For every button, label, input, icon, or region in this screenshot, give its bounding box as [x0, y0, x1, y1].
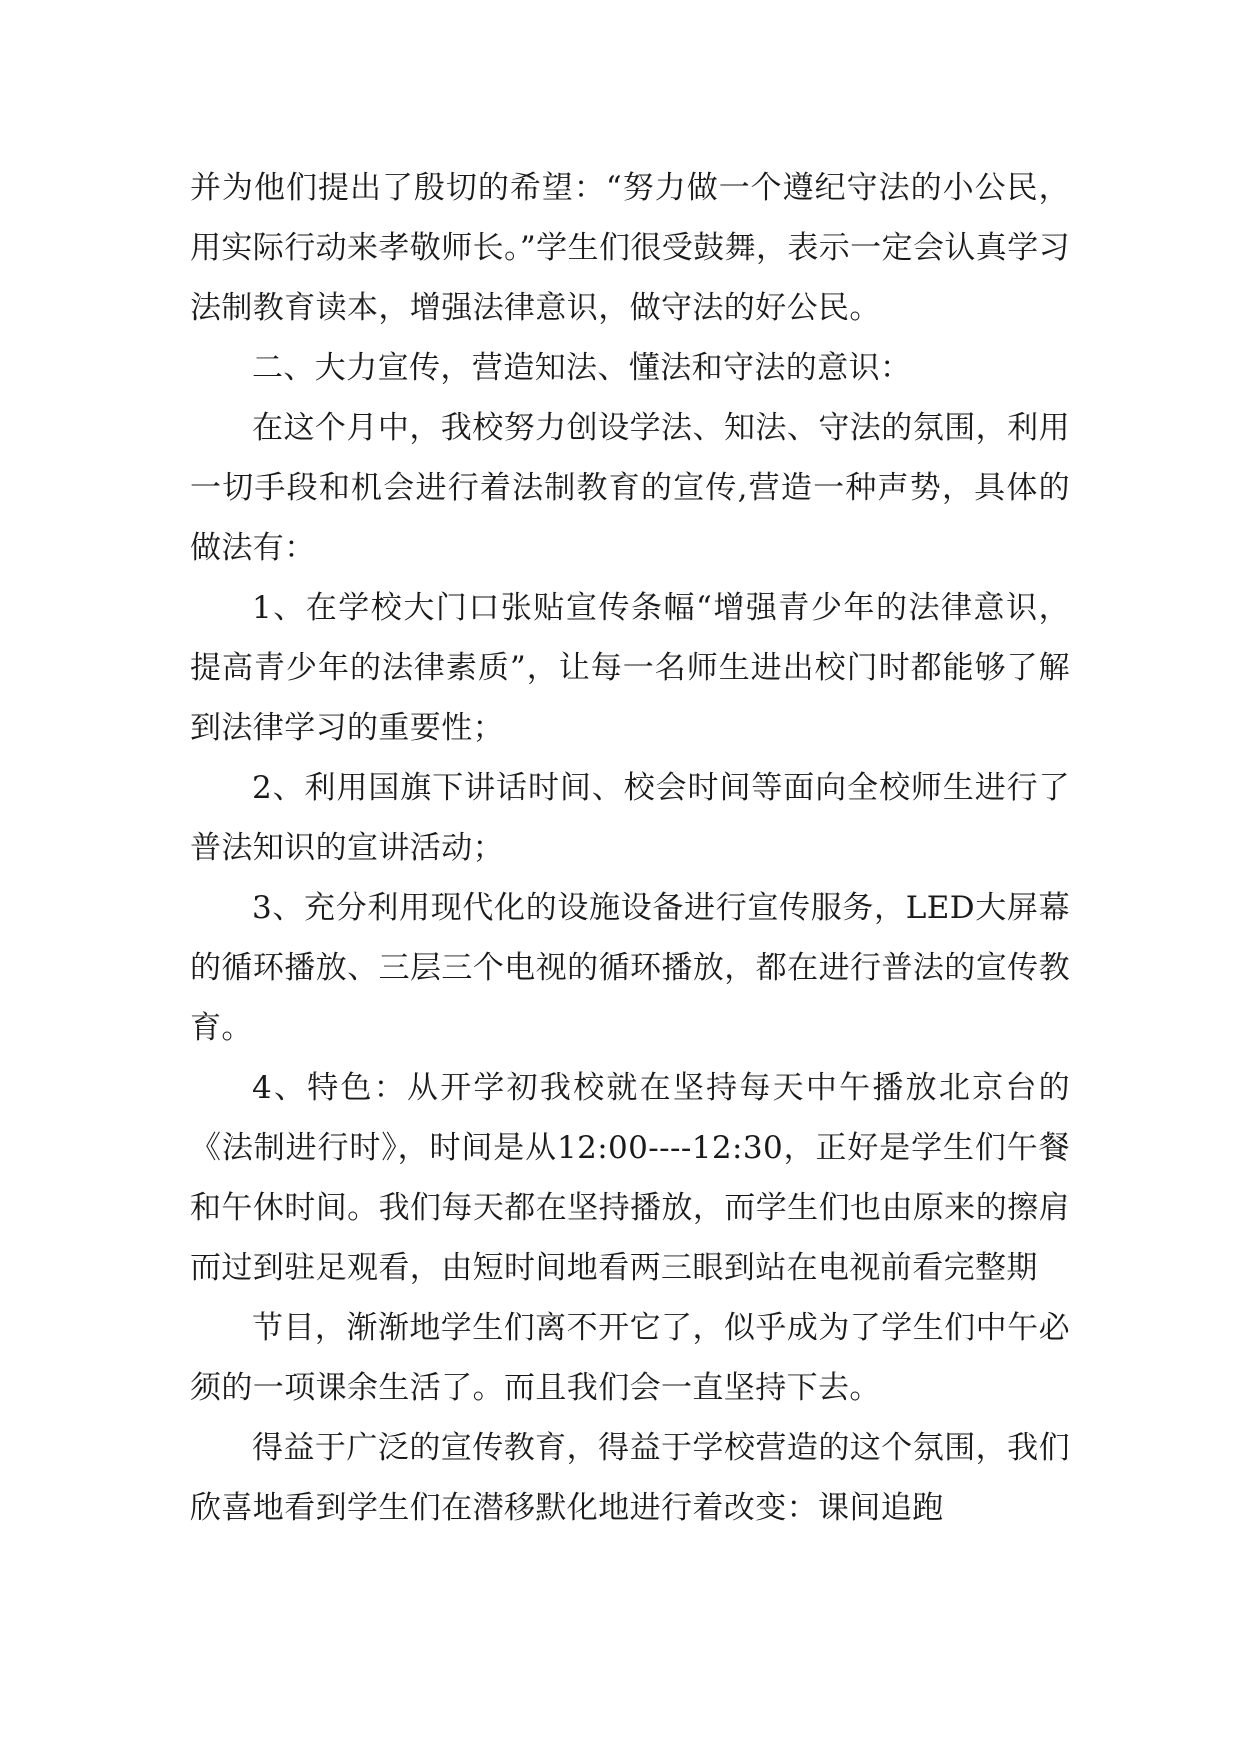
paragraph-8: 节目，渐渐地学生们离不开它了，似乎成为了学生们中午必须的一项课余生活了。而且我们会一直坚持下去。: [190, 1310, 1070, 1406]
paragraph-7-list-item-4: 4、特色：从开学初我校就在坚持每天中午播放北京台的《法制进行时》，时间是从12:00----12:30，正好是学生们午餐和午休时间。我们每天都在坚持播放，而学生们也由原来的擦肩而过到驻足观看，由短时间地看两三眼到站在电视前看完整期: [190, 1070, 1070, 1286]
document-body: [190, 158, 1070, 1538]
paragraph-4-list-item-1: 1、在学校大门口张贴宣传条幅“增强青少年的法律意识，提高青少年的法律素质”，让每一名师生进出校门时都能够了解到法律学习的重要性；: [190, 590, 1070, 746]
paragraph-6-list-item-3: 3、充分利用现代化的设施设备进行宣传服务，LED大屏幕的循环播放、三层三个电视的循环播放，都在进行普法的宣传教育。: [190, 890, 1070, 1046]
paragraph-3: 在这个月中，我校努力创设学法、知法、守法的氛围，利用一切手段和机会进行着法制教育的宣传,营造一种声势，具体的做法有：: [190, 410, 1070, 566]
paragraph-1: 并为他们提出了殷切的希望：“努力做一个遵纪守法的小公民，用实际行动来孝敬师长。”学生们很受鼓舞，表示一定会认真学习法制教育读本，增强法律意识，做守法的好公民。: [190, 170, 1070, 326]
paragraph-2-section-heading: 二、大力宣传，营造知法、懂法和守法的意识：: [252, 350, 912, 386]
paragraph-5-list-item-2: 2、利用国旗下讲话时间、校会时间等面向全校师生进行了普法知识的宣讲活动；: [190, 770, 1070, 866]
paragraph-9: 得益于广泛的宣传教育，得益于学校营造的这个氛围，我们欣喜地看到学生们在潜移默化地进行着改变：课间追跑: [190, 1430, 1070, 1526]
